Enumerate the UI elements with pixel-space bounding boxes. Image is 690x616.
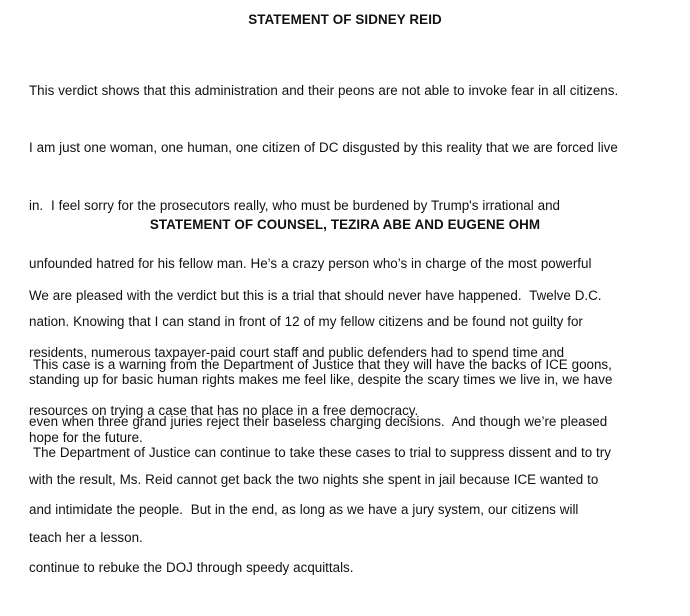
- paragraph-line: in. I feel sorry for the prosecutors really, who must be burdened by Trump's irrational and: [29, 198, 560, 214]
- paragraph-line: resources on trying a case that has no place in a free democracy.: [29, 403, 419, 419]
- paragraph-line: even when three grand juries reject their baseless charging decisions. And though we’re pleased: [29, 414, 608, 430]
- paragraph-line: hope for the future.: [29, 429, 143, 445]
- paragraph-line: I am just one woman, one human, one citizen of DC disgusted by this reality that we are forced live: [29, 140, 618, 156]
- paragraph-line: nation. Knowing that I can stand in front of 12 of my fellow citizens and be found not guilty for: [29, 314, 583, 330]
- paragraph-line: The Department of Justice can continue to take these cases to trial to suppress dissent and to try: [29, 444, 611, 460]
- paragraph-line: with the result, Ms. Reid cannot get back the two nights she spent in jail because ICE wanted to: [29, 472, 599, 488]
- paragraph-line: and intimidate the people. But in the end, as long as we have a jury system, our citizens will: [29, 502, 579, 518]
- paragraph-line: This verdict shows that this administration and their peons are not able to invoke fear in all citizens.: [29, 82, 619, 98]
- paragraph-line: unfounded hatred for his fellow man. He’s a crazy person who’s in charge of the most powerful: [29, 256, 592, 272]
- paragraph-line: This case is a warning from the Department of Justice that they will have the backs of ICE goons,: [29, 356, 612, 372]
- paragraph-line: continue to rebuke the DOJ through speedy acquittals.: [29, 560, 354, 576]
- paragraph-line: residents, numerous taxpayer-paid court staff and public defenders had to spend time and: [29, 345, 565, 361]
- counsel-paragraph-3: [29, 404, 670, 616]
- counsel-statement-heading: STATEMENT OF COUNSEL, TEZIRA ABE AND EUGENE OHM: [149, 217, 541, 232]
- paragraph-line: standing up for basic human rights makes me feel like, despite the scary times we live in, we have: [29, 372, 613, 388]
- paragraph-line: teach her a lesson.: [29, 530, 143, 546]
- paragraph-line: We are pleased with the verdict but this is a trial that should never have happened. Twelve D.C.: [29, 287, 602, 303]
- reid-statement-heading: STATEMENT OF SIDNEY REID: [248, 12, 442, 27]
